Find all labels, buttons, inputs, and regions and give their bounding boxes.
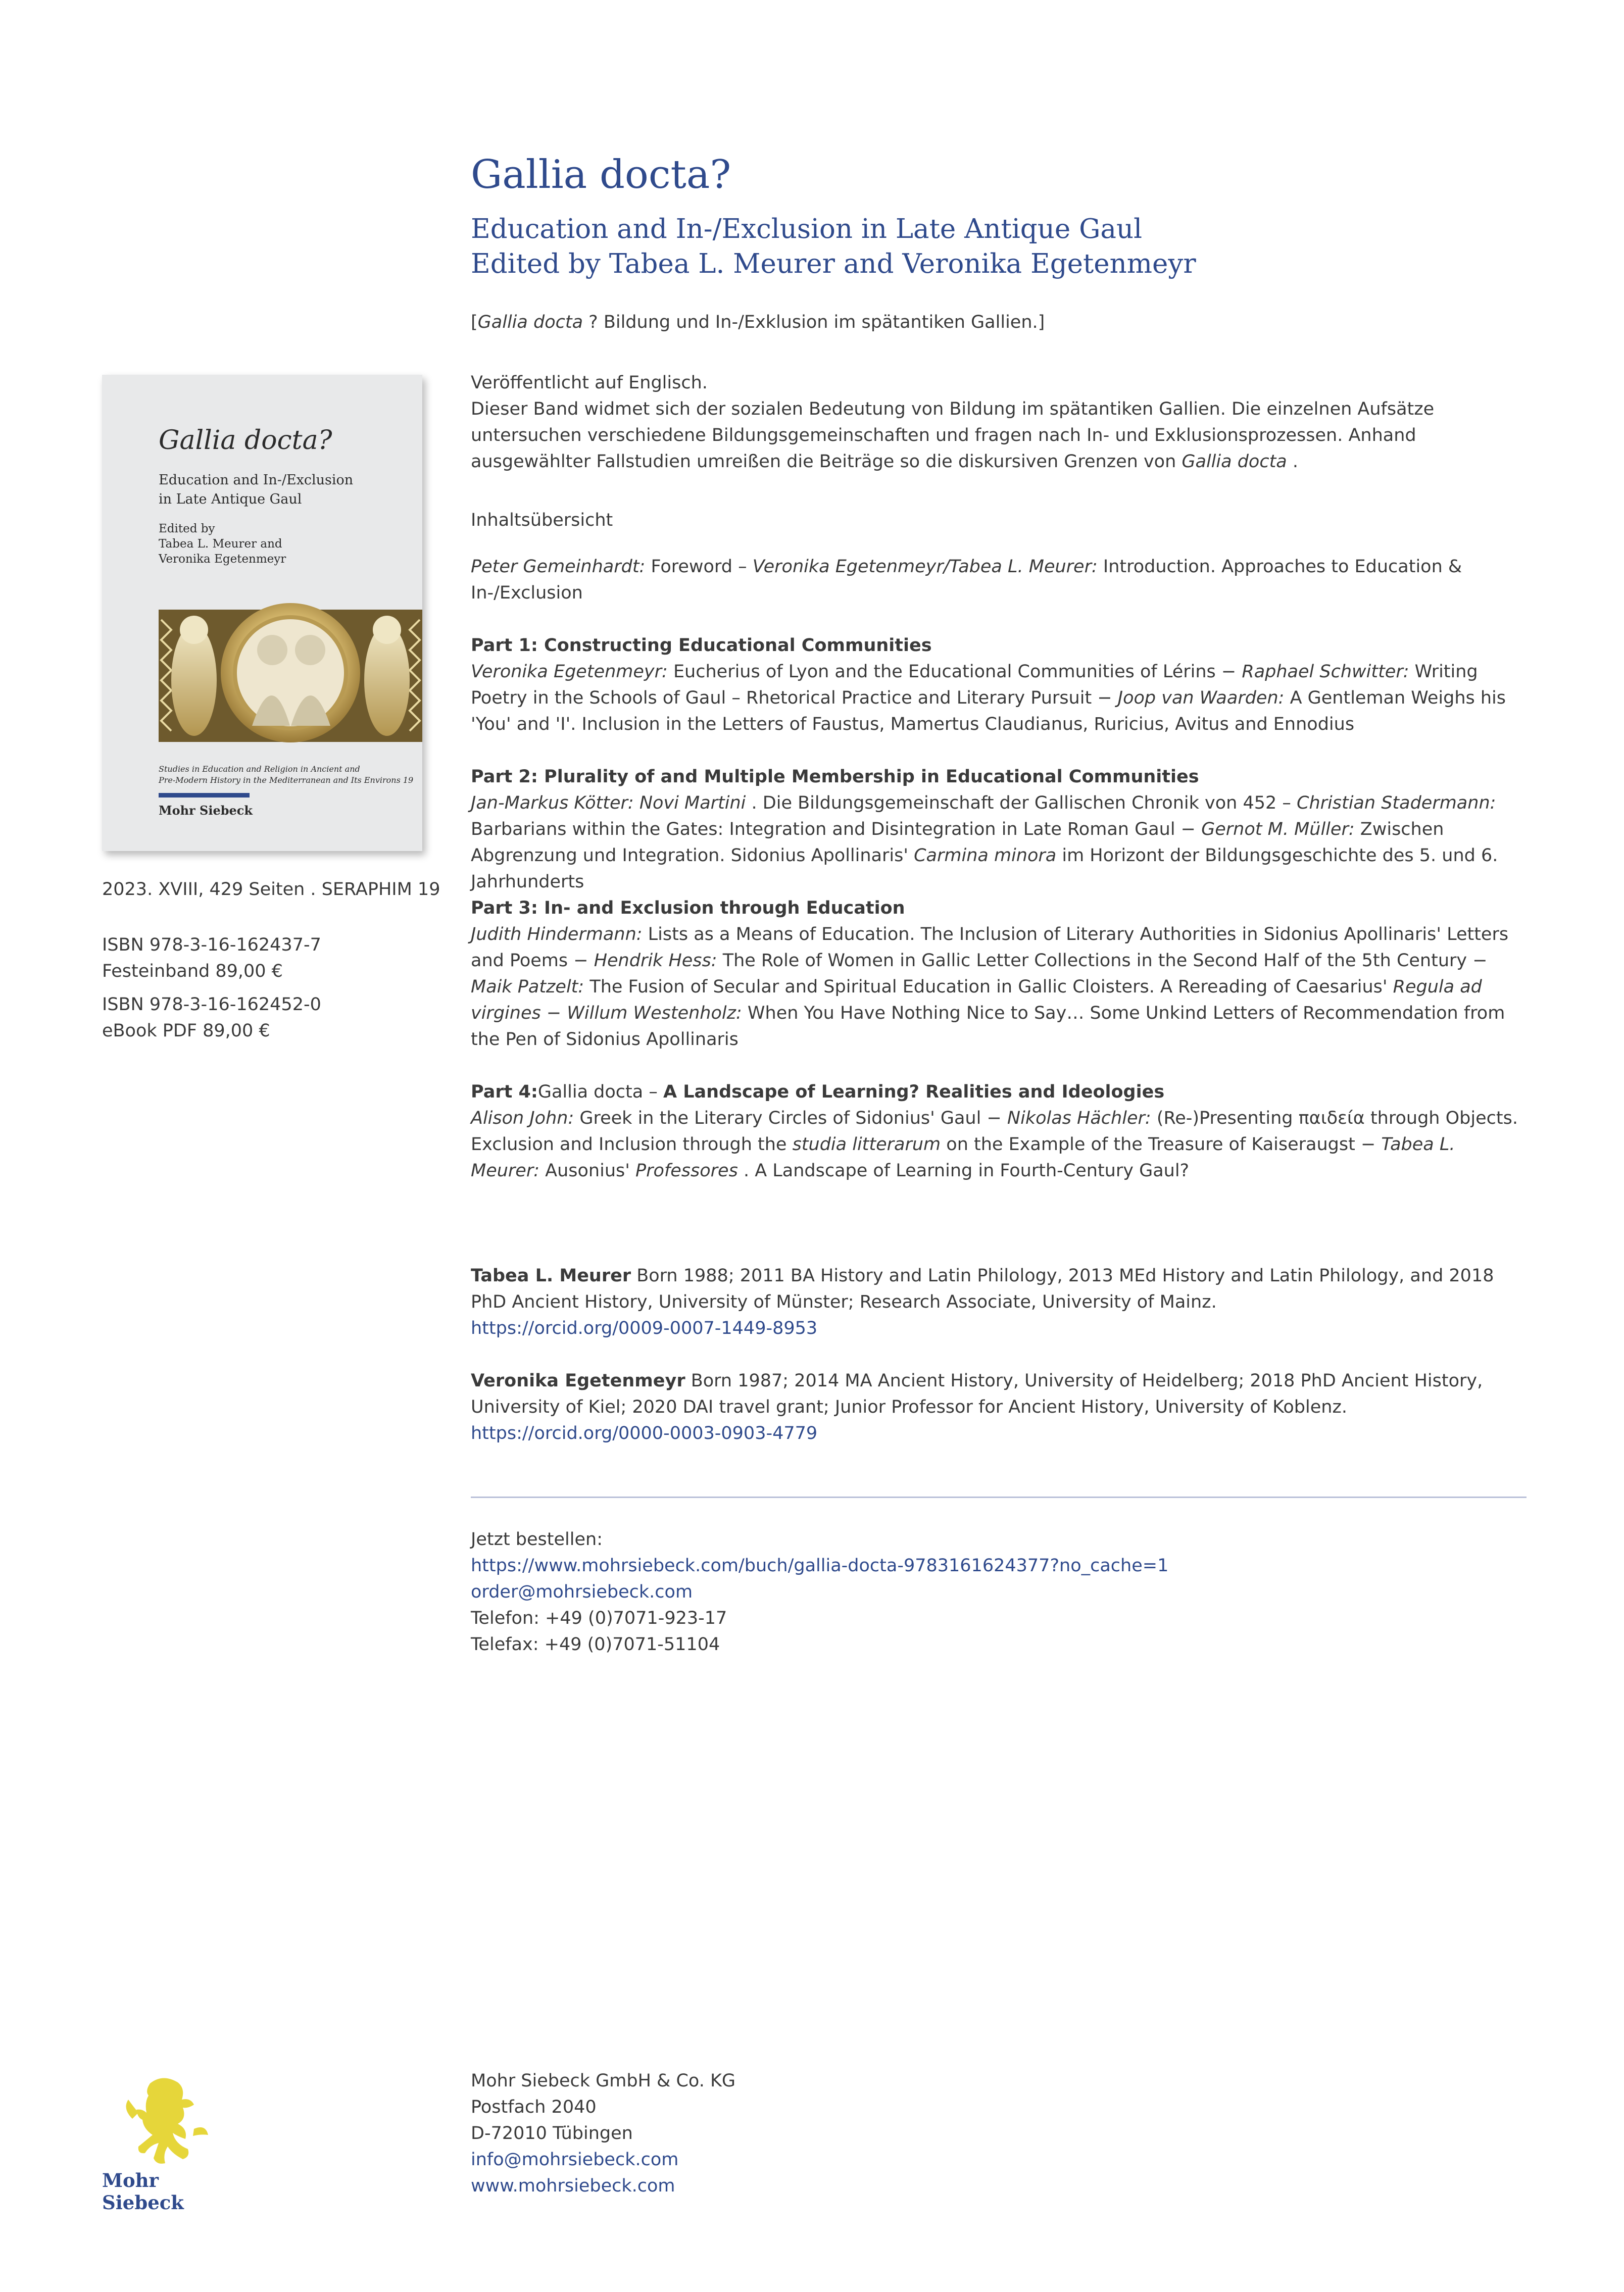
- cover-publisher: Mohr Siebeck: [159, 803, 253, 818]
- cover-subtitle: Education and In-/Exclusion in Late Antique Gaul: [159, 472, 354, 507]
- divider: [471, 1497, 1527, 1498]
- order-info: [471, 1526, 1527, 1658]
- toc-heading: Inhaltsübersicht: [471, 510, 613, 530]
- cover-accent-bar: [159, 793, 250, 798]
- order-fax: Telefax: +49 (0)7071-51104: [471, 1634, 720, 1655]
- order-label: Jetzt bestellen:: [471, 1529, 603, 1550]
- part-heading: Part 2: Plurality of and Multiple Membership in Educational Communities: [471, 767, 1199, 787]
- publisher-logo: [102, 2073, 233, 2214]
- publisher-pobox: Postfach 2040: [471, 2097, 597, 2117]
- german-title: [Gallia docta ? Bildung und In-/Exklusion im spätantiken Gallien.]: [471, 312, 1045, 332]
- publisher-address: [471, 2068, 1527, 2199]
- cover-series: Studies in Education and Religion in Ancient and Pre-Modern History in the Mediterranean and Its Environs 19: [159, 764, 414, 785]
- editor-bio-meurer: Tabea L. Meurer Born 1988; 2011 BA History and Latin Philology, 2013 MEd History and Latin Philology, and 2018 PhD Ancient History, University of Münster; Research Associate, University of Mainz. https://orcid.org/0009-0007-1449-8953: [471, 1266, 1494, 1338]
- cover-title: Gallia docta?: [159, 425, 332, 456]
- toc-part-1: Part 1: Constructing Educational Communities Veronika Egetenmeyr: Eucherius of Lyon and the Educational Communities of Lérins − Raphael Schwitter: Writing Poetry in the Schools of Gaul – Rhetorical Practice and Literary Pursuit − Joop van Waarden: A Gentleman Weighs his 'You' and 'I'. Inclusion in the Letters of Faustus, Mamertus Claudianus, Ruricius, Avitus and Ennodius: [471, 635, 1506, 734]
- toc-part-3: Part 3: In- and Exclusion through Education Judith Hindermann: Lists as a Means of Education. The Inclusion of Literary Authorities in Sidonius Apollinaris' Letters and Poems − Hendrik Hess: The Role of Women in Gallic Letter Collections in the Second Half of the 5th Century − Maik Patzelt: The Fusion of Secular and Spiritual Education in Gallic Cloisters. A Rereading of Caesarius' Regula ad virgines − Willum Westenholz: When You Have Nothing Nice to Say… Some Unkind Letters of Recommendation from the Pen of Sidonius Apollinaris: [471, 898, 1509, 1050]
- price-ebook: eBook PDF 89,00 €: [102, 1021, 270, 1041]
- cover-relief-image: [159, 600, 422, 751]
- publisher-city: D-72010 Tübingen: [471, 2123, 633, 2144]
- toc-part-2: Part 2: Plurality of and Multiple Membership in Educational Communities Jan-Markus Kötter: Novi Martini . Die Bildungsgemeinschaft der Gallischen Chronik von 452 – Christian Stadermann: Barbarians within the Gates: Integration and Disintegration in Late Roman Gaul − Gernot M. Müller: Zwischen Abgrenzung und Integration. Sidonius Apollinaris' Carmina minora im Horizont der Bildungsgeschichte des 5. und 6. Jahrhunderts: [471, 767, 1498, 892]
- toc-intro: Peter Gemeinhardt: Foreword – Veronika Egetenmeyr/Tabea L. Meurer: Introduction. Approaches to Education & In-/Exclusion: [471, 557, 1462, 603]
- cover-editors: Edited by Tabea L. Meurer and Veronika Egetenmeyr: [159, 522, 286, 566]
- toc-part-4: Part 4:Gallia docta – A Landscape of Learning? Realities and Ideologies Alison John: Greek in the Literary Circles of Sidonius' Gaul − Nikolas Hächler: (Re-)Presenting παιδεία through Objects. Exclusion and Inclusion through the studia litterarum on the Example of the Treasure of Kaiseraugst − Tabea L. Meurer: Ausonius' Professores . A Landscape of Learning in Fourth-Century Gaul?: [471, 1082, 1518, 1181]
- orcid-link[interactable]: https://orcid.org/0009-0007-1449-8953: [471, 1318, 818, 1338]
- editors-line: Edited by Tabea L. Meurer and Veronika Egetenmeyr: [471, 248, 1196, 279]
- publisher-name: Mohr Siebeck GmbH & Co. KG: [471, 2071, 736, 2091]
- part-heading: Part 3: In- and Exclusion through Education: [471, 898, 905, 918]
- isbn-hardcover: ISBN 978-3-16-162437-7: [102, 935, 321, 955]
- book-metadata: [102, 876, 456, 1044]
- description: Veröffentlicht auf Englisch. Dieser Band widmet sich der sozialen Bedeutung von Bildung im spätantiken Gallien. Die einzelnen Aufsätze untersuchen verschiedene Bildungsgemeinschaften und fragen nach In- und Exklusionsprozessen. Anhand ausgewählter Fallstudien umreißen die Beiträge so die diskursiven Grenzen von Gallia docta .: [471, 373, 1435, 472]
- lion-icon: [102, 2073, 233, 2169]
- publisher-web-link[interactable]: www.mohrsiebeck.com: [471, 2176, 675, 2196]
- publisher-logo-text: Mohr Siebeck: [102, 2169, 184, 2214]
- order-url-link[interactable]: https://www.mohrsiebeck.com/buch/gallia-docta-9783161624377?no_cache=1: [471, 1556, 1169, 1576]
- subtitle-line: Education and In-/Exclusion in Late Antique Gaul: [471, 214, 1143, 244]
- book-cover-image: [102, 375, 422, 851]
- year-pages: 2023. XVIII, 429 Seiten . SERAPHIM 19: [102, 879, 440, 900]
- book-subtitle: [471, 212, 1196, 282]
- publisher-email-link[interactable]: info@mohrsiebeck.com: [471, 2150, 679, 2170]
- editor-bio-egetenmeyr: Veronika Egetenmeyr Born 1987; 2014 MA Ancient History, University of Heidelberg; 2018 PhD Ancient History, University of Kiel; 2020 DAI travel grant; Junior Professor for Ancient History, University of Koblenz. https://orcid.org/0000-0003-0903-4779: [471, 1371, 1483, 1443]
- orcid-link[interactable]: https://orcid.org/0000-0003-0903-4779: [471, 1423, 818, 1443]
- language-note: Veröffentlicht auf Englisch.: [471, 373, 708, 393]
- book-title: Gallia docta?: [471, 152, 731, 197]
- isbn-ebook: ISBN 978-3-16-162452-0: [102, 994, 321, 1015]
- price-hardcover: Festeinband 89,00 €: [102, 961, 283, 981]
- order-phone: Telefon: +49 (0)7071-923-17: [471, 1608, 727, 1628]
- part-heading: Part 1: Constructing Educational Communities: [471, 635, 932, 656]
- order-email-link[interactable]: order@mohrsiebeck.com: [471, 1582, 693, 1602]
